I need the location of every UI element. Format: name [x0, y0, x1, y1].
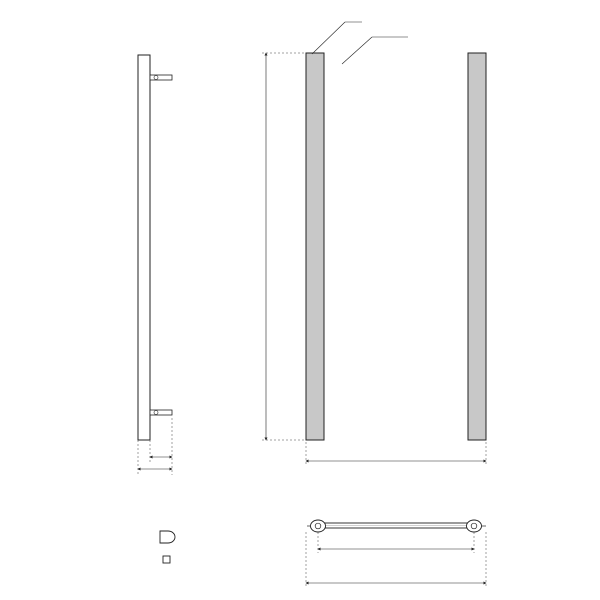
wall-bracket-bottom	[150, 410, 172, 415]
radiator-side-profile	[138, 55, 150, 440]
callout-line-a	[312, 22, 345, 54]
d-shape-section-icon	[160, 531, 175, 543]
vertical-collector-right	[468, 53, 486, 440]
top-view-bracket-left	[307, 520, 326, 532]
wall-bracket-top	[150, 75, 172, 80]
front-view	[262, 22, 486, 466]
top-view	[306, 520, 486, 588]
callout-line-b	[342, 37, 372, 64]
side-view	[138, 55, 172, 475]
vertical-collector-left	[306, 53, 324, 440]
top-view-bracket-right	[467, 520, 487, 532]
square-section-icon	[163, 556, 170, 563]
